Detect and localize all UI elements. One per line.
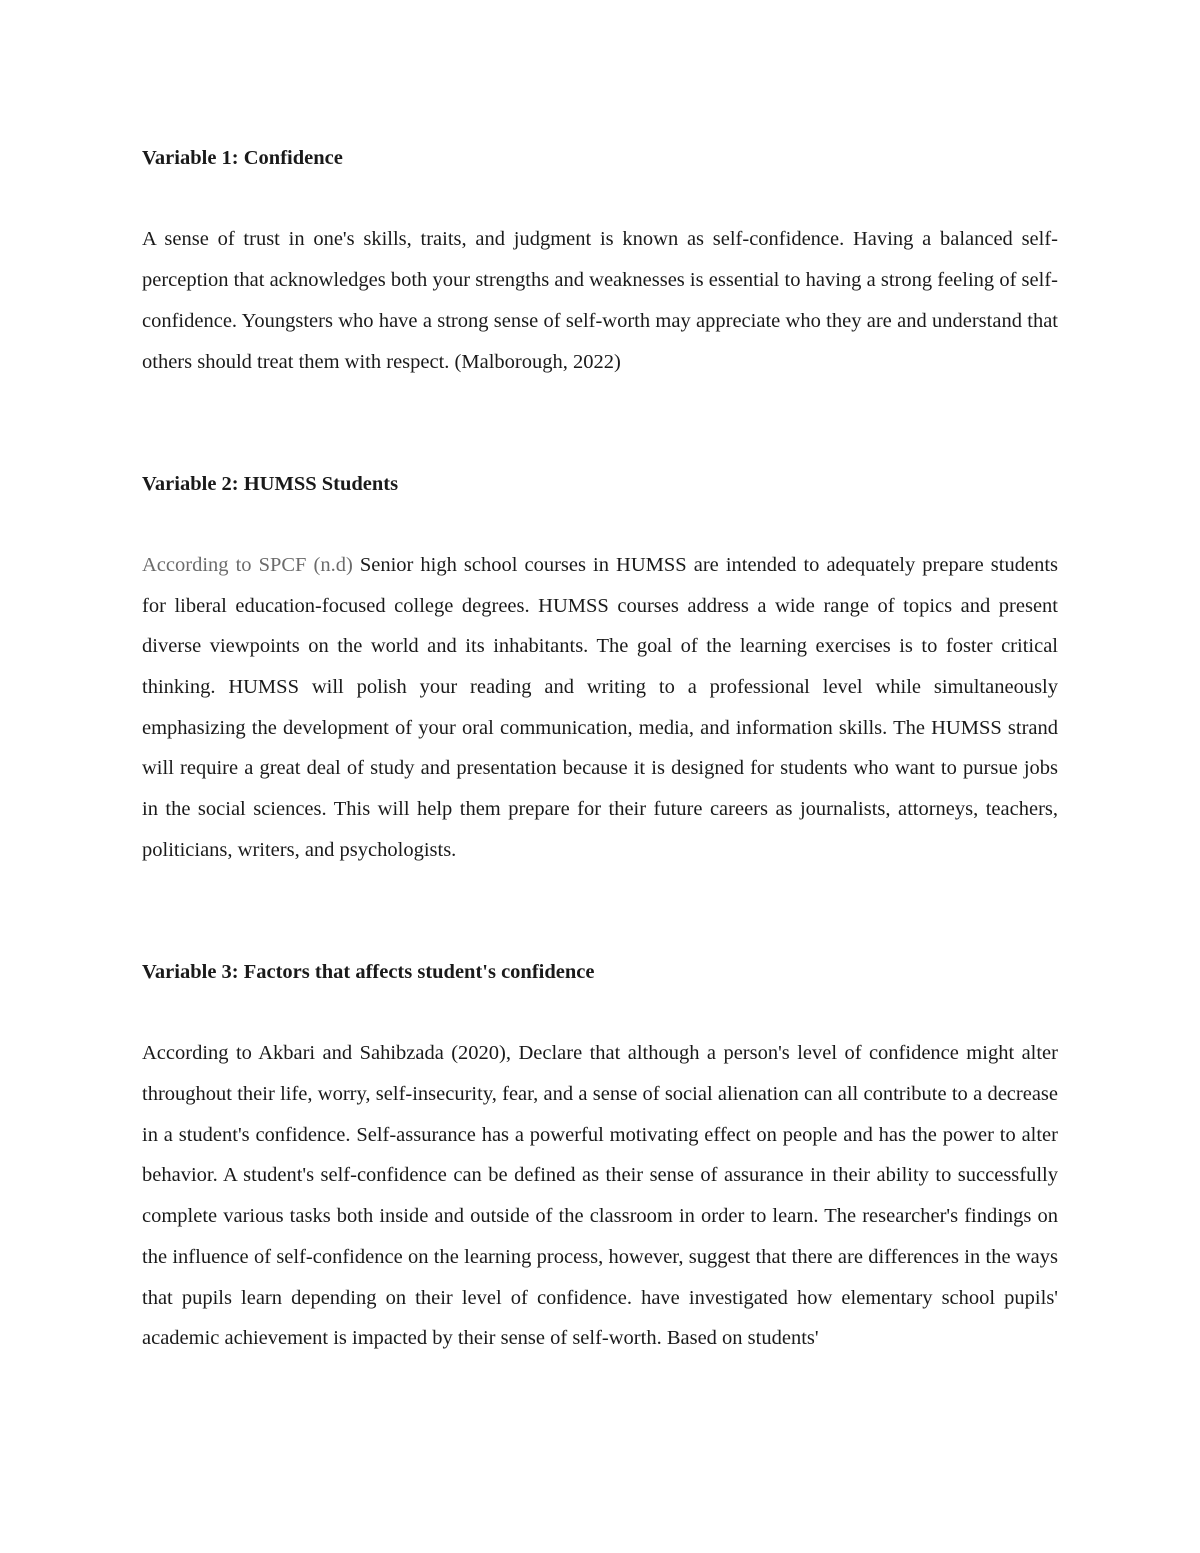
section-2-paragraph-lead: According to SPCF (n.d) (142, 553, 353, 576)
spacer (142, 871, 1058, 912)
spacer (142, 504, 1058, 545)
section-3-heading: Variable 3: Factors that affects student's confidence (142, 960, 595, 983)
section-2-heading: Variable 2: HUMSS Students (142, 472, 399, 495)
spacer (142, 911, 1058, 952)
section-2-paragraph-body: Senior high school courses in HUMSS are intended to adequately prepare students for liberal education-focused college degrees. HUMSS courses address a wide range of topics and present diverse viewpoints on the world and its inhabitants. The goal of the learning exercises is to foster critical thinking. HUMSS will polish your reading and writing to a professional level while simultaneously emphasizing the development of your oral communication, media, and information skills. The HUMSS strand will require a great deal of study and presentation because it is designed for students who want to pursue jobs in the social sciences. This will help them prepare for their future careers as journalists, attorneys, teachers, politicians, writers, and psychologists. (142, 553, 1059, 861)
section-1-paragraph: A sense of trust in one's skills, traits, and judgment is known as self-confidence. Having a balanced self-perception that acknowledges both your strengths and weaknesses is essential to having a strong feeling of self-confidence. Youngsters who have a strong sense of self-worth may appreciate who they are and understand that others should treat them with respect. (Malborough, 2022) (142, 228, 1058, 373)
section-1-heading: Variable 1: Confidence (142, 147, 343, 169)
spacer (142, 423, 1058, 464)
section-2-paragraph (142, 545, 1058, 871)
section-3-paragraph: According to Akbari and Sahibzada (2020), Declare that although a person's level of confidence might alter throughout their life, worry, self-insecurity, fear, and a sense of social alienation can all contribute to a decrease in a student's confidence. Self-assurance has a powerful motivating effect on people and has the power to alter behavior. A student's self-confidence can be defined as their sense of assurance in their ability to successfully complete various tasks both inside and outside of the classroom in order to learn. The researcher's findings on the influence of self-confidence on the learning process, however, suggest that there are differences in the ways that pupils learn depending on their level of confidence. have investigated how elementary school pupils' academic achievement is impacted by their sense of self-worth. Based on students' (142, 1042, 1058, 1350)
document-page (142, 138, 1058, 1359)
spacer (142, 179, 1058, 220)
spacer (142, 382, 1058, 423)
spacer (142, 993, 1058, 1034)
